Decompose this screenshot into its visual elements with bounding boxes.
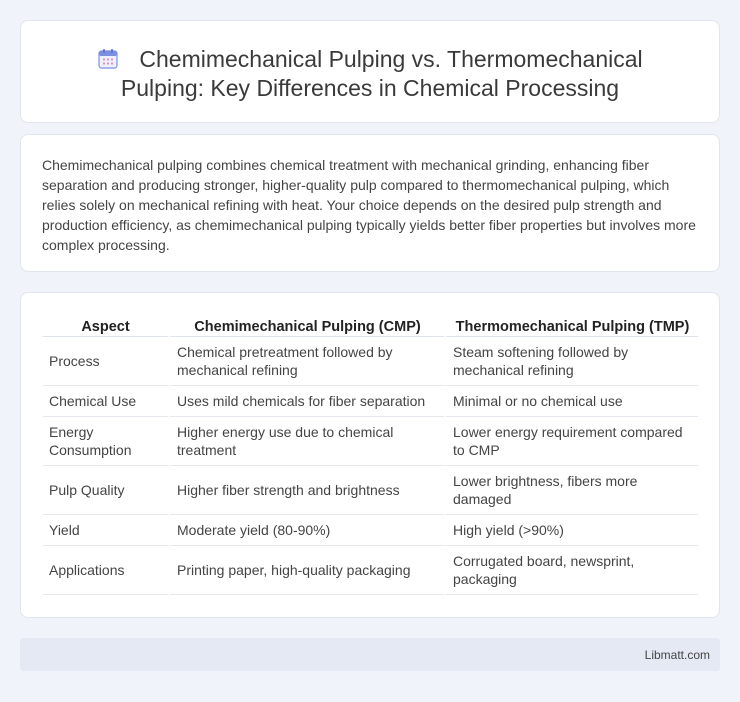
table-cell: Chemical Use: [43, 386, 168, 417]
table-cell: Lower energy requirement compared to CMP: [444, 417, 698, 466]
table-cell: Steam softening followed by mechanical refining: [444, 337, 698, 386]
table-row: [43, 337, 698, 386]
table-cell: Minimal or no chemical use: [444, 386, 698, 417]
table-cell: Uses mild chemicals for fiber separation: [168, 386, 444, 417]
title-card: [20, 20, 720, 123]
intro-paragraph: Chemimechanical pulping combines chemical treatment with mechanical grinding, enhancing fiber separation and producing stronger, higher-quality pulp compared to thermomechanical pulping, which relies solely on mechanical refining with heat. Your choice depends on the desired pulp strength and production efficiency, as chemimechanical pulping typically yields better fiber properties but involves more complex processing.: [42, 157, 696, 253]
table-cell: Higher energy use due to chemical treatment: [168, 417, 444, 466]
footer-bar: [20, 638, 720, 671]
comparison-table-card: [20, 292, 720, 618]
column-header-cmp: Chemimechanical Pulping (CMP): [168, 315, 444, 337]
table-cell: Yield: [43, 515, 168, 546]
table-cell: High yield (>90%): [444, 515, 698, 546]
table-row: [43, 515, 698, 546]
table-row: [43, 466, 698, 515]
table-cell: Corrugated board, newsprint, packaging: [444, 546, 698, 595]
table-header-row: [43, 315, 698, 337]
table-cell: Process: [43, 337, 168, 386]
intro-card: [20, 134, 720, 272]
table-cell: Pulp Quality: [43, 466, 168, 515]
table-row: [43, 546, 698, 595]
table-cell: Chemical pretreatment followed by mechanical refining: [168, 337, 444, 386]
column-header-aspect: Aspect: [43, 315, 168, 337]
table-cell: Energy Consumption: [43, 417, 168, 466]
table-cell: Higher fiber strength and brightness: [168, 466, 444, 515]
table-cell: Applications: [43, 546, 168, 595]
table-cell: Lower brightness, fibers more damaged: [444, 466, 698, 515]
table-row: [43, 386, 698, 417]
page-title: [21, 45, 719, 103]
comparison-table: [43, 315, 698, 595]
footer-site-link[interactable]: Libmatt.com: [644, 648, 710, 662]
calendar-icon: [97, 48, 119, 70]
title-text: Chemimechanical Pulping vs. Thermomechanical Pulping: Key Differences in Chemical Processing: [120, 46, 643, 101]
column-header-tmp: Thermomechanical Pulping (TMP): [444, 315, 698, 337]
table-row: [43, 417, 698, 466]
table-cell: Moderate yield (80-90%): [168, 515, 444, 546]
table-cell: Printing paper, high-quality packaging: [168, 546, 444, 595]
